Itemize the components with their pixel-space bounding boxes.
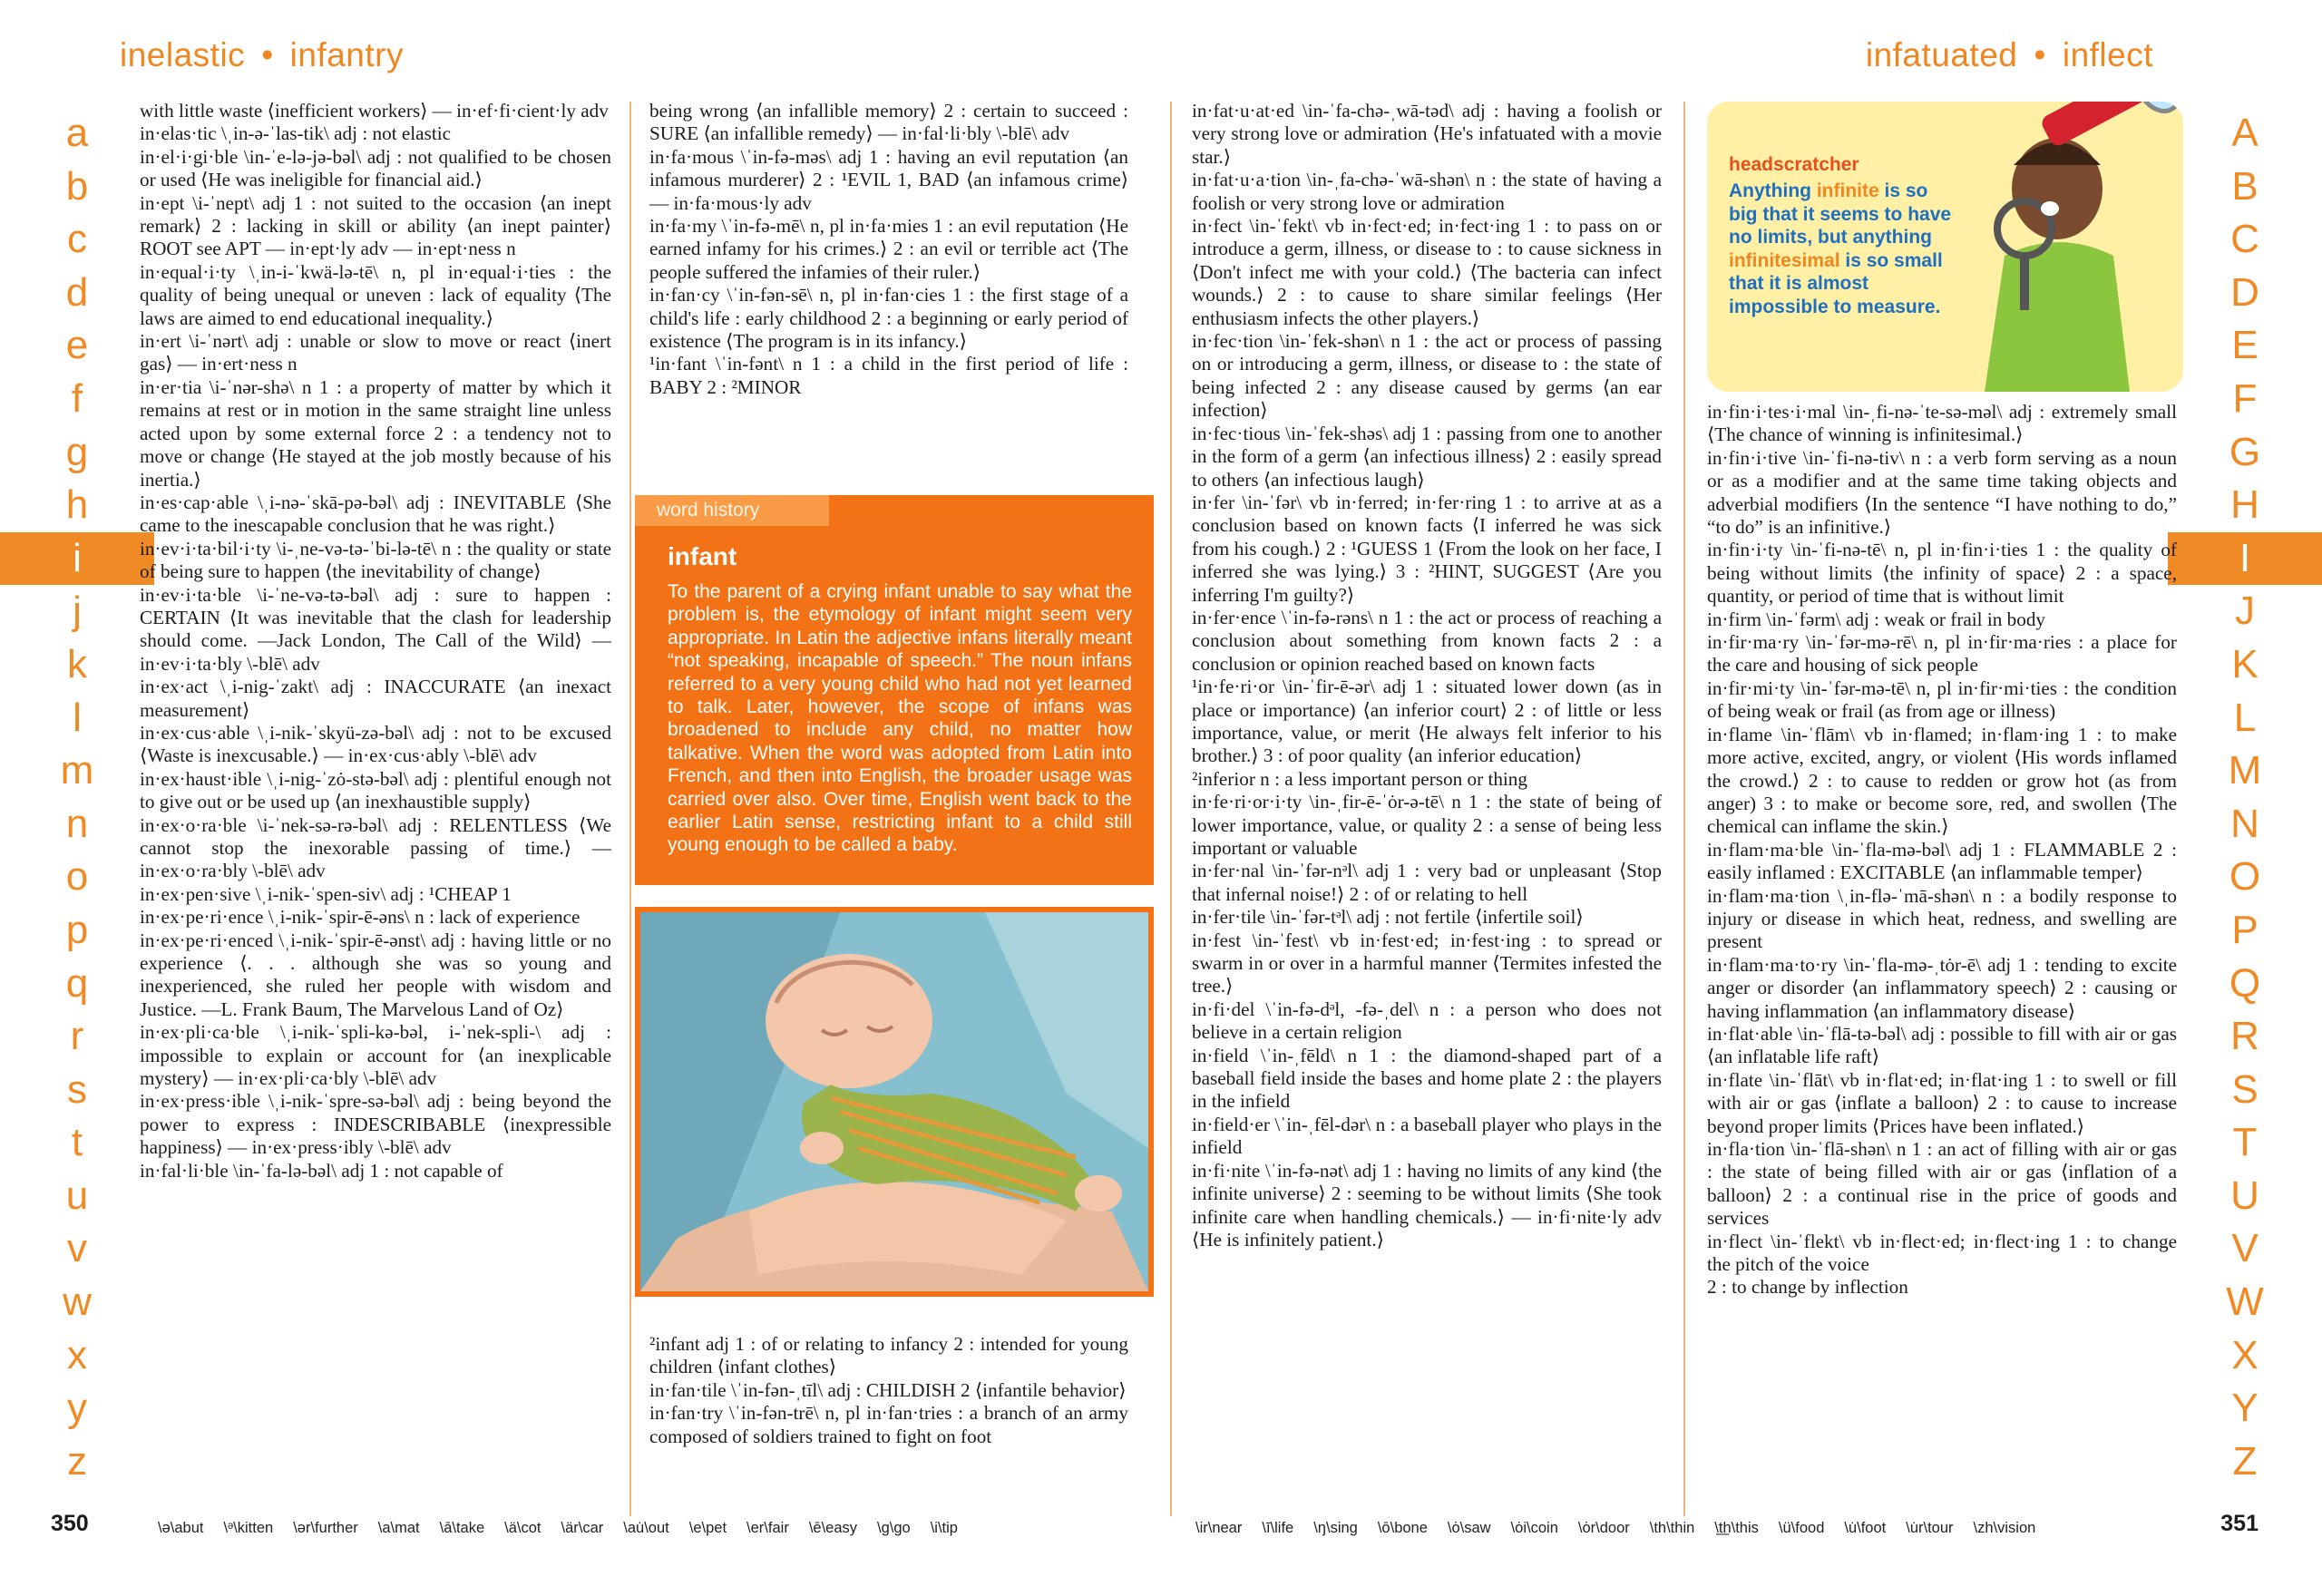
dictionary-entry: 2 : to change by inflection [1707,1276,1908,1299]
headscratcher-box [1707,102,2183,392]
pronunciation-symbol: \ü\food [1778,1520,1825,1536]
dictionary-entry: in·ex·act \ˌi-nig-ˈzakt\ adj : INACCURATE ⟨an inexact measurement⟩ [140,676,611,721]
dictionary-entry: in·fer·tile \in-ˈfər-tᵊl\ adj : not fertile ⟨infertile soil⟩ [1192,906,1584,929]
pronunciation-symbol: \ir\near [1195,1520,1243,1536]
pronunciation-symbol: \ē\easy [808,1520,858,1536]
dictionary-entry: in·fer·ence \ˈin-fə-rəns\ n 1 : the act or process of reaching a conclusion about something from known facts 2 : a conclusion or opinion reached based on known facts [1192,606,1662,675]
thumb-index-letter[interactable]: V [2231,1226,2259,1271]
thumb-index-letter[interactable]: I [2168,532,2322,586]
thumb-index-letter[interactable]: s [67,1066,87,1112]
thumb-index-letter[interactable]: z [67,1438,87,1484]
dictionary-entry: in·ex·pe·ri·ence \ˌi-nik-ˈspir-ē-əns\ n : lack of experience [140,906,580,929]
pronunciation-symbol: \ȯ\saw [1447,1520,1491,1536]
guide-word-last: infantry [289,36,404,73]
thumb-index-letter[interactable]: D [2230,269,2259,315]
dictionary-entry: in·fan·cy \ˈin-fən-sē\ n, pl in·fan·cies 1 : the first stage of a child's life : early childhood 2 : a beginning or early period of existence ⟨The program is in its infancy.⟩ [649,284,1128,353]
dictionary-entry: in·ex·cus·able \ˌi-nik-ˈskyü-zə-bəl\ adj : not to be excused ⟨Waste is inexcusable.⟩ — in·ex·cus·ably \-blē\ adv [140,721,611,767]
dictionary-entry: in·fir·ma·ry \in-ˈfər-mə-rē\ n, pl in·fir·ma·ries : a place for the care and housing of sick people [1707,631,2177,676]
thumb-index-letter[interactable]: H [2230,482,2259,528]
pronunciation-symbol: \ŋ\sing [1313,1520,1358,1536]
pronunciation-symbol: \ī\life [1262,1520,1294,1536]
dictionary-entry: in·fir·mi·ty \in-ˈfər-mə-tē\ n, pl in·fir·mi·ties : the condition of being weak or frail (as from age or illness) [1707,676,2177,723]
pronunciation-symbol: \ā\take [439,1520,485,1536]
pronunciation-symbol: \e\pet [688,1520,727,1536]
pronunciation-symbol: \er\fair [746,1520,789,1536]
dictionary-entry: in·flect \in-ˈflekt\ vb in·flect·ed; in·flect·ing 1 : to change the pitch of the voice [1707,1230,2177,1276]
pronunciation-symbol: \u̇r\tour [1906,1520,1954,1536]
headscratcher-highlight: infinite [1816,180,1879,201]
dictionary-entry: in·fan·tile \ˈin-fən-ˌtīl\ adj : CHILDISH 2 ⟨infantile behavior⟩ [649,1378,1127,1401]
dictionary-entry: ¹in·fant \ˈin-fənt\ n 1 : a child in the first period of life : BABY 2 : ²MINOR [649,353,1128,398]
column-rule [1170,102,1172,1516]
pronunciation-key-right [1195,1520,2055,1537]
thumb-index-letter[interactable]: v [67,1226,87,1271]
thumb-index-letter[interactable]: R [2230,1014,2259,1059]
thumb-index-letter[interactable]: B [2231,163,2259,209]
headscratcher-title: headscratcher [1729,154,1859,175]
dictionary-entry: in·ev·i·ta·bil·i·ty \i-ˌne-və-tə-ˈbi-lə-tē\ n : the quality or state of being sure to happen ⟨the inevitability of change⟩ [140,537,611,583]
pronunciation-symbol: \ə\abut [158,1520,204,1536]
dictionary-entry: in·fer \in-ˈfər\ vb in·ferred; in·fer·ring 1 : to arrive at as a conclusion based on known facts ⟨I inferred he was sick from his cough.⟩ 2 : ¹GUESS 1 ⟨From the look on her face, I inferred she was lying.⟩ 3 : ²HINT, SUGGEST ⟨Are you inferring I'm guilty?⟩ [1192,491,1662,606]
dictionary-entry: in·fan·try \ˈin-fən-trē\ n, pl in·fan·tries : a branch of an army composed of soldiers trained to fight on foot [649,1402,1128,1447]
dictionary-entry: ²infant adj 1 : of or relating to infancy 2 : intended for young children ⟨infant clothes⟩ [649,1333,1128,1378]
dictionary-entry: in·field \ˈin-ˌfēld\ n 1 : the diamond-shaped part of a baseball field inside the bases and home plate 2 : the players in the infield [1192,1044,1662,1113]
pronunciation-symbol: \g\go [877,1520,911,1536]
thumb-index-letter[interactable]: J [2235,589,2255,634]
pronunciation-symbol: \är\car [561,1520,604,1536]
thumb-index-letter[interactable]: k [67,641,87,686]
thumb-index-letter[interactable]: U [2230,1173,2259,1218]
pronunciation-symbol: \th\thin [1649,1520,1695,1536]
dictionary-entry: in·fi·nite \ˈin-fə-nət\ adj 1 : having no limits of any kind ⟨the infinite universe⟩ 2 : seeming to be without limits ⟨She took infinite care when handling chemicals.⟩ — in·fi·nite·ly adv ⟨He is infinitely patient.⟩ [1192,1159,1662,1251]
thumb-index-letter[interactable]: M [2228,748,2262,793]
headscratcher-text-part: Anything [1729,180,1817,201]
dictionary-entry: in·elas·tic \ˌin-ə-ˈlas-tik\ adj : not elastic [140,122,451,145]
dictionary-entry: in·ept \i-ˈnept\ adj 1 : not suited to the occasion ⟨an inept remark⟩ 2 : lacking in skill or ability ⟨an inept painter⟩ ROOT see APT — in·ept·ly adv — in·ept·ness n [140,191,611,260]
dictionary-entry: in·fer·nal \in-ˈfər-nᵊl\ adj 1 : very bad or unpleasant ⟨Stop that infernal noise!⟩ 2 : of or relating to hell [1192,860,1662,905]
dictionary-entry: in·flate \in-ˈflāt\ vb in·flat·ed; in·flat·ing 1 : to swell or fill with air or gas ⟨inflate a balloon⟩ 2 : to cause to increase beyond proper limits ⟨Prices have been inflated.⟩ [1707,1068,2177,1137]
thumb-index-letter[interactable]: u [65,1173,89,1218]
thumb-index-letter[interactable]: q [65,960,89,1006]
dictionary-entry: in·ev·i·ta·ble \i-ˈne-və-tə-bəl\ adj : sure to happen : CERTAIN ⟨It was inevitable that the clash for leadership should come. —Jack London, The Call of the Wild⟩ — in·ev·i·ta·bly \-blē\ adv [140,583,611,675]
pronunciation-symbol: \u̇\foot [1844,1520,1887,1536]
thumb-index-letter[interactable]: y [67,1386,87,1431]
thumb-index-letter[interactable]: n [65,801,89,846]
thumb-index-right [2168,107,2322,1488]
dictionary-entry: in·field·er \ˈin-ˌfēl-dər\ n : a baseball player who plays in the infield [1192,1113,1662,1159]
dictionary-entry: ¹in·fe·ri·or \in-ˈfir-ē-ər\ adj 1 : situated lower down (as in place or importance) ⟨an inferior court⟩ 2 : of little or less importance, value, or merit ⟨He always felt inferior to his brother.⟩ 3 : of poor quality ⟨an inferior education⟩ [1192,676,1662,767]
guide-words-right [1866,36,2153,74]
headscratcher-text-part: is so small that it is almost impossible to measure. [1729,249,1943,317]
thumb-index-letter[interactable]: O [2229,854,2261,900]
pronunciation-symbol: \a\mat [377,1520,420,1536]
thumb-index-letter[interactable]: m [60,748,94,793]
dictionary-entry: in·fe·ri·or·i·ty \in-ˌfir-ē-ˈȯr-ə-tē\ n 1 : the state of being of lower importance, value, or quality 2 : a sense of being less important or valuable [1192,791,1662,859]
pronunciation-symbol: \zh\vision [1973,1520,2036,1536]
thumb-index-letter[interactable]: j [73,589,82,634]
thumb-index-letter[interactable]: A [2231,111,2259,155]
pronunciation-symbol: \ər\further [293,1520,358,1536]
thumb-index-letter[interactable]: l [73,695,82,740]
column-rule [1683,102,1685,1516]
dictionary-entry: in·fin·i·tes·i·mal \in-ˌfi-nə-ˈte-sə-məl\ adj : extremely small ⟨The chance of winning is infinitesimal.⟩ [1707,401,2177,446]
baby-in-hands-image [640,912,1148,1291]
pronunciation-symbol: \i\tip [930,1520,958,1536]
thumb-index-letter[interactable]: C [2230,217,2259,262]
thumb-index-letter[interactable]: X [2231,1332,2259,1377]
thumb-index-letter[interactable]: e [65,323,89,368]
dictionary-entry: in·fi·del \ˈin-fə-dᵊl, -fə-ˌdel\ n : a person who does not believe in a certain religion [1192,998,1662,1044]
dictionary-entry: ²inferior n : a less important person or thing [1192,767,1527,790]
thumb-index-letter[interactable]: o [65,854,89,900]
pronunciation-key-left [158,1520,978,1537]
dictionary-entry: with little waste ⟨inefficient workers⟩ — in·ef·fi·cient·ly adv [140,100,609,122]
thumb-index-letter[interactable]: N [2230,801,2259,846]
dictionary-entry: in·ert \i-ˈnərt\ adj : unable or slow to move or react ⟨inert gas⟩ — in·ert·ness n [140,330,611,375]
dictionary-entry: in·el·i·gi·ble \in-ˈe-lə-jə-bəl\ adj : not qualified to be chosen or used ⟨He was ineligible for financial aid.⟩ [140,145,611,191]
dictionary-entry: in·flam·ma·tion \ˌin-flə-ˈmā-shən\ n : a bodily response to injury or disease in which heat, redness, and swelling are present [1707,884,2177,953]
dictionary-entry: in·fal·li·ble \in-ˈfa-lə-bəl\ adj 1 : not capable of [140,1159,503,1182]
pronunciation-symbol: \ȯr\door [1577,1520,1630,1536]
word-history-box [635,495,1154,885]
thumb-index-letter[interactable]: F [2232,375,2258,421]
thumb-index-letter[interactable]: Q [2229,960,2261,1006]
thumb-index-letter[interactable]: f [71,375,83,421]
thumb-index-letter[interactable]: i [0,532,154,586]
thumb-index-letter[interactable]: W [2226,1280,2264,1325]
thumb-index-letter[interactable]: x [67,1332,87,1377]
thumb-index-letter[interactable]: b [65,163,89,209]
pronunciation-symbol: \ä\cot [504,1520,541,1536]
dictionary-entry: in·flam·ma·ble \in-ˈfla-mə-bəl\ adj 1 : FLAMMABLE 2 : easily inflamed : EXCITABLE ⟨an inflammable temper⟩ [1707,838,2177,884]
dictionary-entry: in·flame \in-ˈflām\ vb in·flamed; in·flam·ing 1 : to make more active, excited, angry, or violent ⟨His words inflamed the crowd.⟩ 2 : to cause to redden or grow hot (as from anger) 3 : to make or become sore, red, and swollen ⟨The chemical can inflame the skin.⟩ [1707,723,2177,838]
entries-column-2-top [649,100,1128,399]
guide-words-left [120,36,404,74]
dictionary-entry: in·flat·able \in-ˈflā-tə-bəl\ adj : possible to fill with air or gas ⟨an inflatable life raft⟩ [1707,1022,2177,1068]
entries-column-4 [1707,401,2177,1299]
page-number-right: 351 [2220,1511,2259,1536]
pronunciation-symbol: \au̇\out [623,1520,669,1536]
thumb-index-left [0,107,154,1488]
dictionary-entry: in·fec·tious \in-ˈfek-shəs\ adj 1 : passing from one to another in the form of a germ ⟨an infectious illness⟩ 2 : easily spread to others ⟨an infectious laugh⟩ [1192,422,1662,491]
dictionary-entry: in·ex·pe·ri·enced \ˌi-nik-ˈspir-ē-ənst\ adj : having little or no experience ⟨. . . although she was so young and inexperienced, she ruled her people with wisdom and Justice. —L. Frank Baum, The Marvelous Land of Oz⟩ [140,929,611,1020]
boy-with-telescope-icon [1950,102,2183,392]
entries-column-1 [140,100,611,1182]
dictionary-entry: in·fest \in-ˈfest\ vb in·fest·ed; in·fest·ing : to spread or swarm in or over in a harmful manner ⟨Termites infested the tree.⟩ [1192,929,1662,998]
dictionary-entry: in·fin·i·ty \in-ˈfi-nə-tē\ n, pl in·fin·i·ties 1 : the quality of being without limits ⟨the infinity of space⟩ 2 : a space, quantity, or period of time that is without limit [1707,539,2177,608]
thumb-index-letter[interactable]: L [2233,695,2257,740]
pronunciation-symbol: \ᵊ\kitten [223,1520,274,1536]
dictionary-entry: in·fa·mous \ˈin-fə-məs\ adj 1 : having an evil reputation ⟨an infamous murderer⟩ 2 : ¹EVIL 1, BAD ⟨an infamous crime⟩ — in·fa·mous·ly adv [649,145,1128,214]
dictionary-entry: in·ex·haust·ible \ˌi-nig-ˈzȯ-stə-bəl\ adj : plentiful enough not to give out or be used up ⟨an inexhaustible supply⟩ [140,767,611,813]
word-history-tag: word history [635,495,829,526]
thumb-index-letter[interactable]: E [2231,323,2259,368]
word-history-text: To the parent of a crying infant unable to say what the problem is, the etymology of infant might seem very appropriate. In Latin the adjective infans literally meant “not speaking, incapable of speech.” The noun infans referred to a very young child who had not yet learned to talk. Later, however, the scope of infans was broadened to include any child, no matter how talkative. When the word was adopted from Latin into French, and then into English, the broader usage was carried over also. Over time, English went back to the earlier Latin sense, restricting infant to a child still young enough to be called a baby. [668,581,1132,856]
thumb-index-letter[interactable]: a [65,111,89,155]
thumb-index-letter[interactable]: T [2232,1120,2258,1165]
headscratcher-highlight: infinitesimal [1729,249,1840,271]
dictionary-entry: in·fat·u·a·tion \in-ˌfa-chə-ˈwā-shən\ n : the state of having a foolish or very strong love or admiration [1192,169,1662,214]
thumb-index-letter[interactable]: w [63,1280,92,1325]
word-history-title: infant [668,542,737,570]
thumb-index-letter[interactable]: K [2231,641,2259,686]
dictionary-entry: in·fat·u·at·ed \in-ˈfa-chə-ˌwā-təd\ adj : having a foolish or very strong love or admiration ⟨He's infatuated with a movie star.⟩ [1192,100,1662,168]
thumb-index-letter[interactable]: g [65,429,89,474]
pronunciation-symbol: \ō\bone [1377,1520,1428,1536]
guide-separator: • [2034,36,2046,73]
pronunciation-symbol: \t͟h\this [1714,1520,1759,1536]
dictionary-entry: in·ex·pli·ca·ble \ˌi-nik-ˈspli-kə-bəl, i-ˈnek-spli-\ adj : impossible to explain or account for ⟨an inexplicable mystery⟩ — in·ex·pli·ca·bly \-blē\ adv [140,1021,611,1090]
thumb-index-letter[interactable]: d [65,269,89,315]
headscratcher-text [1729,180,1961,319]
entries-column-2-bottom [649,1333,1128,1448]
dictionary-entry: in·er·tia \i-ˈnər-shə\ n 1 : a property of matter by which it remains at rest or in motion in the same straight line unless acted upon by some external force 2 : a tendency not to move or change ⟨He stayed at the job mostly because of his inertia.⟩ [140,375,611,491]
dictionary-entry: in·fa·my \ˈin-fə-mē\ n, pl in·fa·mies 1 : an evil reputation ⟨He earned infamy for his crimes.⟩ 2 : an evil or terrible act ⟨The people suffered the infamies of their ruler.⟩ [649,215,1128,283]
thumb-index-letter[interactable]: P [2231,907,2259,952]
dictionary-entry: being wrong ⟨an infallible memory⟩ 2 : certain to succeed : SURE ⟨an infallible remedy⟩ — in·fal·li·bly \-blē\ adv [649,100,1128,145]
headscratcher-text-part: is so big that it seems to have no limits, but anything [1729,180,1952,248]
thumb-index-letter[interactable]: G [2229,429,2261,474]
guide-word-first: infatuated [1865,36,2018,73]
dictionary-entry: in·fla·tion \in-ˈflā-shən\ n 1 : an act of filling with air or gas : the state of being filled with air or gas ⟨inflation of a balloon⟩ 2 : a continual rise in the price of goods and services [1707,1138,2177,1230]
guide-word-first: inelastic [120,36,246,73]
dictionary-entry: in·ex·o·ra·ble \i-ˈnek-sə-rə-bəl\ adj : RELENTLESS ⟨We cannot stop the inexorable passing of time.⟩ — in·ex·o·ra·bly \-blē\ adv [140,813,611,882]
dictionary-entry: in·ex·press·ible \ˌi-nik-ˈspre-sə-bəl\ adj : being beyond the power to express : INDESCRIBABLE ⟨inexpressible happiness⟩ — in·ex·press·ibly \-blē\ adv [140,1090,611,1159]
pronunciation-symbol: \ȯi\coin [1510,1520,1558,1536]
guide-word-last: inflect [2062,36,2153,73]
infant-illustration [635,907,1154,1297]
page-number-left: 350 [51,1511,89,1536]
thumb-index-letter[interactable]: S [2231,1066,2259,1112]
thumb-index-letter[interactable]: p [65,907,89,952]
dictionary-entry: in·equal·i·ty \ˌin-i-ˈkwä-lə-tē\ n, pl in·equal·i·ties : the quality of being unequal or uneven : lack of equality ⟨The laws are aimed to end educational inequality.⟩ [140,260,611,329]
dictionary-entry: in·fect \in-ˈfekt\ vb in·fect·ed; in·fect·ing 1 : to pass on or introduce a germ, illness, or disease to : to cause sickness in ⟨Don't infect me with your cold.⟩ ⟨The bacteria can infect wounds.⟩ 2 : to cause to share similar feelings ⟨Her enthusiasm infects the other players.⟩ [1192,215,1662,329]
guide-separator: • [261,36,274,73]
dictionary-entry: in·fin·i·tive \in-ˈfi-nə-tiv\ n : a verb form serving as a noun or as a modifier and at the same time taking objects and adverbial modifiers ⟨In the sentence “I have nothing to do,” “to do” is an infinitive.⟩ [1707,446,2177,539]
dictionary-entry: in·fec·tion \in-ˈfek-shən\ n 1 : the act or process of passing on or introducing a germ, illness, or disease to : the state of being infected 2 : any disease caused by germs ⟨an ear infection⟩ [1192,330,1662,422]
thumb-index-letter[interactable]: c [67,217,87,262]
dictionary-entry: in·flam·ma·to·ry \in-ˈfla-mə-ˌtȯr-ē\ adj 1 : tending to excite anger or disorder ⟨an inflammatory speech⟩ 2 : causing or having inflammation ⟨an inflammatory disease⟩ [1707,953,2177,1022]
thumb-index-letter[interactable]: Z [2232,1438,2258,1484]
thumb-index-letter[interactable]: Y [2231,1386,2259,1431]
thumb-index-letter[interactable]: t [71,1120,83,1165]
dictionary-entry: in·firm \in-ˈfərm\ adj : weak or frail in body [1707,608,2046,630]
dictionary-entry: in·es·cap·able \ˌi-nə-ˈskā-pə-bəl\ adj : INEVITABLE ⟨She came to the inescapable conclusion that he was right.⟩ [140,491,611,537]
thumb-index-letter[interactable]: r [70,1014,84,1059]
column-rule [629,102,631,1516]
thumb-index-letter[interactable]: h [65,482,89,528]
entries-column-3 [1192,100,1662,1251]
dictionary-entry: in·ex·pen·sive \ˌi-nik-ˈspen-siv\ adj : ¹CHEAP 1 [140,882,512,905]
